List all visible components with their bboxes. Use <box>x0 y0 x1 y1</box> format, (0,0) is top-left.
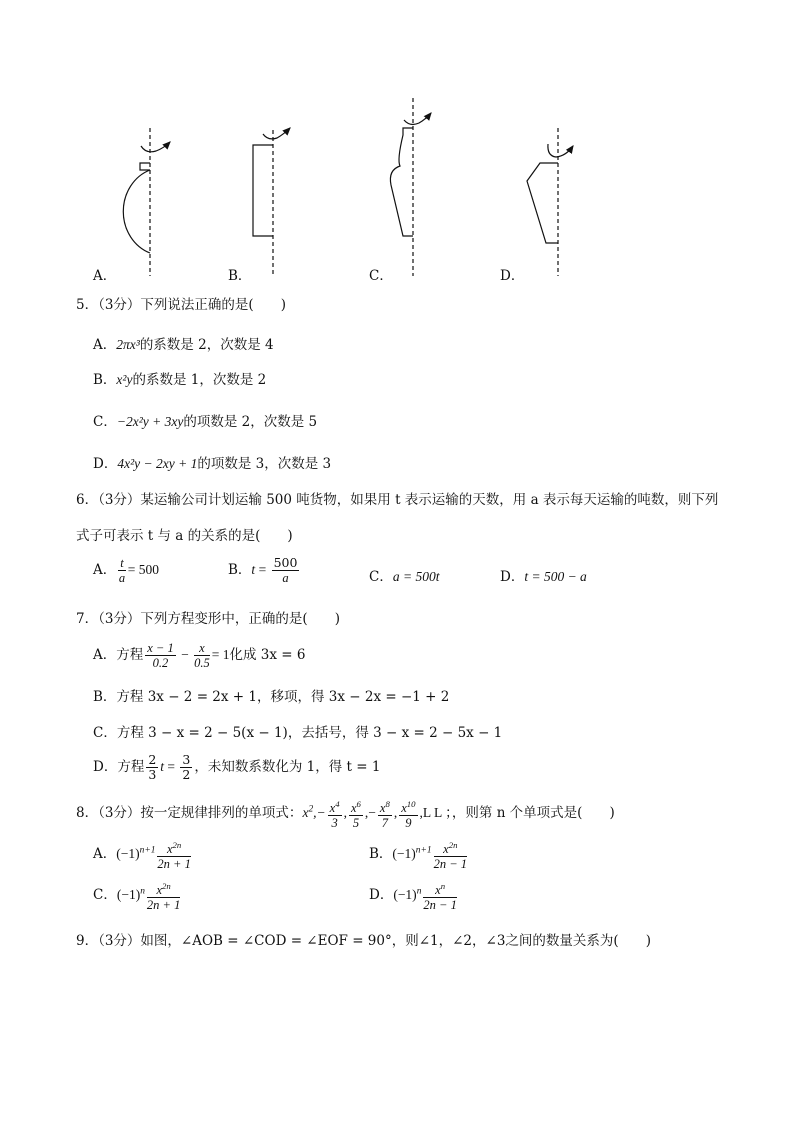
q5-option-a <box>93 333 274 353</box>
q5-a-text: 的系数是 2，次数是 4 <box>139 337 274 353</box>
q8-option-b: B．$(-1)^{n+1}$ $\frac{x^{2n}}{2n - 1}$ <box>369 840 468 872</box>
q5-c-text: 的项数是 2，次数是 5 <box>183 414 318 430</box>
q7-option-b: B．方程 3x − 2 = 2x + 1，移项，得 3x − 2x = −1 + 2 <box>93 689 450 705</box>
q5-c-expr: −2x²y + 3xy <box>116 414 184 429</box>
q8-stem: 8．（3分）按一定规律排列的单项式：$x^2,-$ $\frac{x^4}{3}$ , $\frac{x^6}{5}$ ,− $\frac{x^8}{7}$ , $\frac{x^{10}}{9}$ ,L L ；，则第 n 个单项式是( ) <box>76 799 615 831</box>
q5-b-text: 的系数是 1，次数是 2 <box>132 372 267 388</box>
q6-c-prefix: C． <box>369 569 393 585</box>
q7-stem: 7．（3分）下列方程变形中，正确的是( ) <box>76 611 340 627</box>
q8-stem-post: ，则第 n 个单项式是( ) <box>451 805 615 822</box>
q5-a-prefix: A． <box>93 337 117 353</box>
q5-option-b <box>93 368 266 388</box>
q8-option-a: A．$(-1)^{n+1}$ $\frac{x^{2n}}{2n + 1}$ <box>93 840 191 872</box>
q9-stem: 9．（3分）如图，∠AOB = ∠COD = ∠EOF = 90°，则∠1，∠2，∠3之间的数量关系为( ) <box>76 933 651 949</box>
q6-stem-line2: 式子可表示 t 与 a 的关系的是( ) <box>76 528 293 544</box>
q5-d-prefix: D． <box>93 456 118 472</box>
q8-b-prefix: B． <box>369 846 393 863</box>
q5-d-expr: 4x²y − 2xy + 1 <box>117 456 198 471</box>
figure-label-a: A． <box>93 268 117 284</box>
q7-option-a: A．方程 $\frac{x - 1}{0.2}$ − $\frac{x}{0.5}$ = 1化成 3x = 6 <box>93 641 306 670</box>
q6-option-d <box>500 565 587 585</box>
figure-d-trapezoid <box>527 128 573 276</box>
figure-label-b: B． <box>228 268 252 284</box>
q8-d-prefix: D． <box>369 887 394 904</box>
figure-label-d: D． <box>500 268 525 284</box>
q8-option-c: C．$(-1)^n$ $\frac{x^{2n}}{2n + 1}$ <box>93 881 181 913</box>
q6-d-prefix: D． <box>500 569 525 585</box>
q6-c-expr: a = 500t <box>392 569 440 584</box>
q7-option-d: D．方程 $\frac{2}{3}$ t = $\frac{3}{2}$ ，未知数系数化为 1，得 t = 1 <box>93 752 381 782</box>
rotation-figures <box>0 0 794 300</box>
q5-c-prefix: C． <box>93 414 117 430</box>
q8-stem-pre: 8．（3分）按一定规律排列的单项式： <box>76 805 303 822</box>
q6-b-prefix: B． <box>228 562 252 578</box>
q6-option-a: A． $\frac{t}{a}$ = 500 <box>93 556 159 585</box>
q6-a-prefix: A． <box>93 562 117 578</box>
figure-c-vase <box>390 98 431 276</box>
q7-a-prefix: A．方程 <box>93 647 144 663</box>
q5-b-prefix: B． <box>93 372 117 388</box>
figure-label-c: C． <box>369 268 393 284</box>
q5-stem: 5．（3分）下列说法正确的是( ) <box>76 297 286 313</box>
q8-a-prefix: A． <box>93 846 117 863</box>
q5-option-d <box>93 452 331 472</box>
q8-option-d: D．$(-1)^n$ $\frac{x^n}{2n - 1}$ <box>369 881 457 913</box>
q7-d-prefix: D．方程 <box>93 759 145 775</box>
q6-stem-line1: 6．（3分）某运输公司计划运输 500 吨货物，如果用 t 表示运输的天数，用 a 表示每天运输的吨数，则下列 <box>76 492 719 508</box>
figure-a-half-circle <box>123 128 170 276</box>
q6-option-b: B．t = $\frac{500}{a}$ <box>228 555 298 585</box>
q8-c-prefix: C． <box>93 887 117 904</box>
q5-b-expr: x²y <box>116 372 133 387</box>
q7-a-after: 化成 3x = 6 <box>229 647 306 663</box>
q6-d-expr: t = 500 − a <box>524 569 587 584</box>
q5-option-c <box>93 410 317 430</box>
q6-option-c <box>369 565 439 585</box>
q7-d-after: ，未知数系数化为 1，得 t = 1 <box>194 759 381 775</box>
q7-option-c: C．方程 3 − x = 2 − 5(x − 1)，去括号，得 3 − x = 2 − 5x − 1 <box>93 725 503 741</box>
q5-d-text: 的项数是 3，次数是 3 <box>197 456 332 472</box>
figure-b-rectangle <box>253 128 290 276</box>
q5-a-expr: 2πx³ <box>116 337 140 352</box>
